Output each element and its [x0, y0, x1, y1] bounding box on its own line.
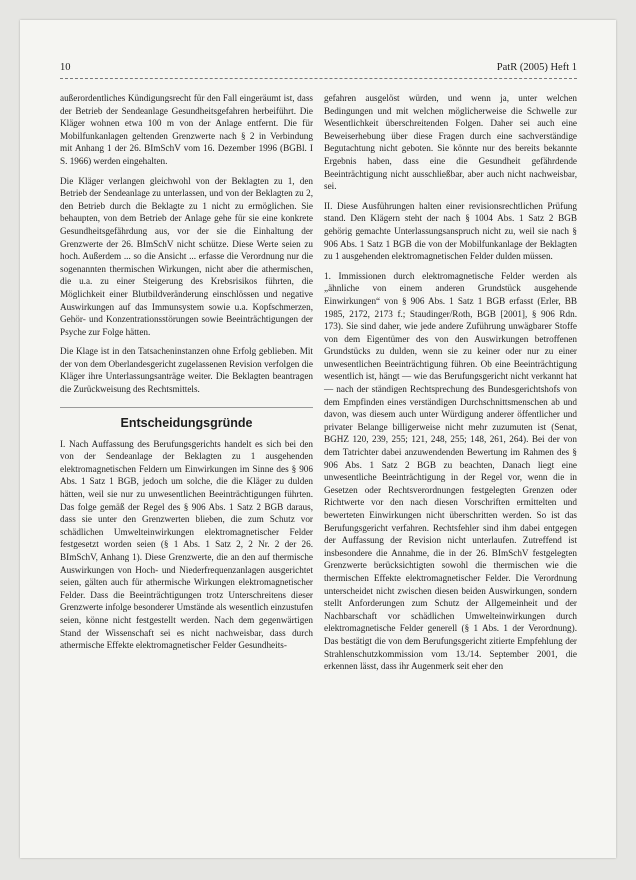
paragraph: 1. Immissionen durch elektromagnetische Felder werden als „ähnliche von einem anderen Grundstück ausgehende Einwirkungen“ von § 906 Abs. 1 Satz 1 BGB erfasst (Erler, BB 1985, 2172, 2173 f.; Staudinger/Roth, BGB [2001], § 906 Rdn. 173). Sie sind daher, wie jede andere Zuführung unwägbarer Stoffe von dem Eigentümer des von den Auswirkungen betroffenen Grundstücks zu dulden, wenn sie zu keiner oder nur zu einer unwesentlichen Beeinträchtigung führen. Ob eine Beeinträchtigung wesentlich ist, hängt — wie das Berufungsgericht nicht verkannt hat — nach der ständigen Rechtsprechung des Bundesgerichtshofs von dem Empfinden eines verständigen Durchschnittsmenschen ab und davon, was diesem auch unter Würdigung anderer öffentlicher und privater Belange billigerweise nicht mehr zuzumuten ist (Senat, BGHZ 120, 239, 255; 121, 248, 255; 148, 261, 264). Bei der von dem Tatrichter dabei anzuwendenden Bewertung im Rahmen des § 906 Abs. 1 Satz 2 BGB zu beachten, Danach liegt eine unwesentliche Beeinträchtigung in der Regel vor, wenn die in Gesetzen oder Rechtsverordnungen festgelegten Grenzen oder Richtwerte vor den nach diesen Vorschriften ermittelten und bewerteten Einwirkungen nicht überschritten werden. So ist das Berufungsgericht verfahren. Rechtsfehler sind ihm dabei entgegen der Auffassung der Revision nicht unterlaufen. Zutreffend ist insbesondere die Annahme, die in der 26. BImSchV festgelegten Grenzwerte berücksichtigten sowohl die thermischen wie die thermischen Effekte elektromagnetischer Felder. Die Verordnung unterscheidet nicht zwischen diesen beiden Auswirkungen, sondern stellt Anforderungen zum Schutz der Allgemeinheit und der Nachbarschaft vor schädlichen Umwelteinwirkungen durch elektromagnetische Felder generell (§ 1 Abs. 1 der Verordnung). Das bestätigt die von dem Berufungsgericht zitierte Empfehlung der Strahlenschutzkommission vom 13./14. September 2001, die erkennen lässt, dass ihr Augenmerk seit eher den	[324, 270, 577, 672]
paragraph: gefahren ausgelöst würden, und wenn ja, unter welchen Bedingungen und mit welchen möglicherweise die Schwelle zur Wesentlichkeit überschreitenden Folgen. Daher sei auch eine Beweiserhebung über diese Fragen durch eine sachverständige Begutachtung nicht geboten. Sie könnte nur des bereits bekannte Ergebnis haben, dass eine die Gesundheit gefährdende Beeinträchtigung nicht ausschließbar, aber auch nicht nachweisbar, sei.	[324, 93, 577, 192]
left-column	[60, 92, 313, 659]
paragraph: II. Diese Ausführungen halten einer revisionsrechtlichen Prüfung stand. Den Klägern steht der nach § 1004 Abs. 1 Satz 2 BGB gehörig gemachte Unterlassungsanspruch nicht zu, weil sie nach § 906 Abs. 1 Satz 1 BGB die von der Mobilfunkanlage der Beklagten zu 1 ausgehenden elektromagnetischen Felder dulden müssen.	[324, 200, 577, 262]
journal-citation: PatR (2005) Heft 1	[496, 62, 577, 73]
page-number: 10	[60, 62, 71, 73]
section-heading: Entscheidungsgründe	[60, 407, 313, 431]
header-rule	[60, 78, 577, 79]
paragraph: Die Kläger verlangen gleichwohl von der Beklagten zu 1, den Betrieb der Sendeanlage zu unterlassen, und von der Beklagten zu 2, den Betrieb durch die Beklagte zu 1 nicht zu ermöglichen. Sie behaupten, von dem Betrieb der Anlage gehe für sie eine konkrete Gesundheitsgefährdung aus, vor der sie die Einhaltung der Grenzwerte der 26. BImSchV nicht schütze. Diese Werte seien zu hoch. Außerdem ... so die Ansicht ... erfasse die Verordnung nur die sogenannten thermischen Wirkungen, nicht aber die athermischen, die u.a. zu einer Steigerung des Krebsrisikos führten, die Möglichkeit einer Blutbildveränderung einschlössen und negative Auswirkungen auf das Immunsystem sowie u.a. Kopfschmerzen, Gehör- und Konzentrationsstörungen sowie Beeinträchtigungen der Psyche zur Folge hätten.	[60, 175, 313, 337]
paragraph: I. Nach Auffassung des Berufungsgerichts handelt es sich bei den von der Sendeanlage der Beklagten zu 1 ausgehenden elektromagnetischen Feldern um Einwirkungen im Sinne des § 906 Abs. 1 Satz 1 BGB, jedoch um solche, die die Kläger zu dulden hätten, weil sie nur zu unwesentlichen Beeinträchtigungen führten. Das folge gemäß der Regel des § 906 Abs. 1 Satz 2 BGB daraus, dass sie unter den Grenzwerten blieben, die zum Schutz vor schädlichen Umwelteinwirkungen elektromagnetischer Felder festgesetzt worden seien (§ 1 Abs. 1 Satz 2, 2 Nr. 2 der 26. BImSchV, Anhang 1). Diese Grenzwerte, die an den auf thermische Auswirkungen von Hoch- und Niederfrequenzanlagen ausgerichtet seien, gälten auch für athermische Wirkungen elektromagnetischer Felder. Dass die Beeinträchtigungen trotz Unterschreitens dieser Grenzwerte infolge besonderer Umstände als wesentlich einzustufen seien, könne nicht festgestellt werden. Nach dem gegenwärtigen Stand der Wissenschaft sei es nicht nachweisbar, dass durch athermische Effekte elektromagnetischer Felder Gesundheits-	[60, 438, 313, 651]
document-page	[20, 20, 616, 858]
right-column	[324, 92, 577, 680]
paragraph: außerordentliches Kündigungsrecht für den Fall eingeräumt ist, dass der Betrieb der Sendeanlage Gesundheitsgefahren herbeiführt. Die Kläger wohnen etwa 100 m von der Anlage entfernt. Die für Mobilfunkanlagen geltenden Grenzwerte nach § 2 in Verbindung mit Anhang 1 der 26. BImSchV vom 16. Dezember 1996 (BGBl. I S. 1966) werden eingehalten.	[60, 93, 313, 166]
page-header	[60, 62, 577, 76]
paragraph: Die Klage ist in den Tatsacheninstanzen ohne Erfolg geblieben. Mit der von dem Oberlandesgericht zugelassenen Revision verfolgen die Kläger ihre Unterlassungsanträge weiter. Die Beklagten beantragen die Zurückweisung des Rechtsmittels.	[60, 346, 313, 395]
